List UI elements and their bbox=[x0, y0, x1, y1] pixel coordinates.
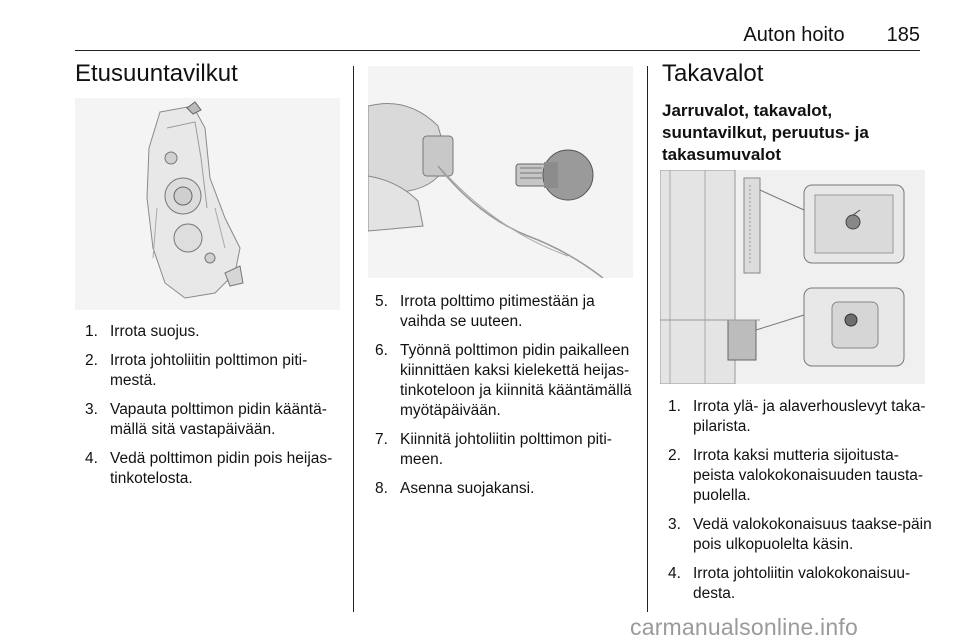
step-item: 2. Irrota johtoliitin polttimon piti-mestä. bbox=[85, 352, 308, 389]
step-item: 8. Asenna suojakansi. bbox=[375, 480, 535, 497]
middle-steps bbox=[375, 292, 640, 508]
step-item: 7. Kiinnitä johtoliitin polttimon piti-meen. bbox=[375, 431, 612, 468]
step-item: 1. Irrota suojus. bbox=[85, 323, 200, 340]
step-item: 5. Irrota polttimo pitimestään ja vaihda se uuteen. bbox=[375, 293, 595, 330]
bulb-replacement-illustration bbox=[368, 66, 633, 278]
header-rule bbox=[75, 50, 920, 51]
front-indicator-illustration bbox=[75, 98, 340, 310]
step-item: 3. Vapauta polttimon pidin kääntä-mällä sitä vastapäivään. bbox=[85, 401, 327, 438]
watermark-text: carmanualsonline.info bbox=[630, 614, 858, 640]
left-steps bbox=[85, 322, 350, 498]
section-title: Auton hoito bbox=[743, 24, 845, 46]
step-item: 2. Irrota kaksi mutteria sijoitusta-peista valokokonaisuuden tausta-puolella. bbox=[668, 447, 924, 504]
step-item: 3. Vedä valokokonaisuus taakse-päin pois ulkopuolelta käsin. bbox=[668, 516, 932, 553]
left-column bbox=[75, 60, 340, 88]
step-item: 4. Vedä polttimon pidin pois heijas-tinkotelosta. bbox=[85, 450, 333, 487]
right-subheading: Jarruvalot, takavalot, suuntavilkut, peruutus- ja takasumuvalot bbox=[662, 101, 869, 164]
right-steps bbox=[668, 397, 933, 613]
right-column-header bbox=[662, 60, 927, 166]
column-divider-1 bbox=[353, 66, 354, 612]
right-heading: Takavalot bbox=[662, 60, 764, 87]
column-divider-2 bbox=[647, 66, 648, 612]
step-item: 1. Irrota ylä- ja alaverhouslevyt taka-pilarista. bbox=[668, 398, 926, 435]
rear-light-illustration bbox=[660, 170, 925, 384]
page-number: 185 bbox=[886, 24, 920, 46]
left-heading: Etusuuntavilkut bbox=[75, 60, 238, 87]
step-item: 6. Työnnä polttimon pidin paikalleen kiinnittäen kaksi kielekettä heijas-tinkoteloon ja kiinnitä kääntämällä myötäpäivään. bbox=[375, 342, 632, 419]
step-item: 4. Irrota johtoliitin valokokonaisuu-desta. bbox=[668, 565, 911, 602]
page-header bbox=[743, 24, 920, 47]
